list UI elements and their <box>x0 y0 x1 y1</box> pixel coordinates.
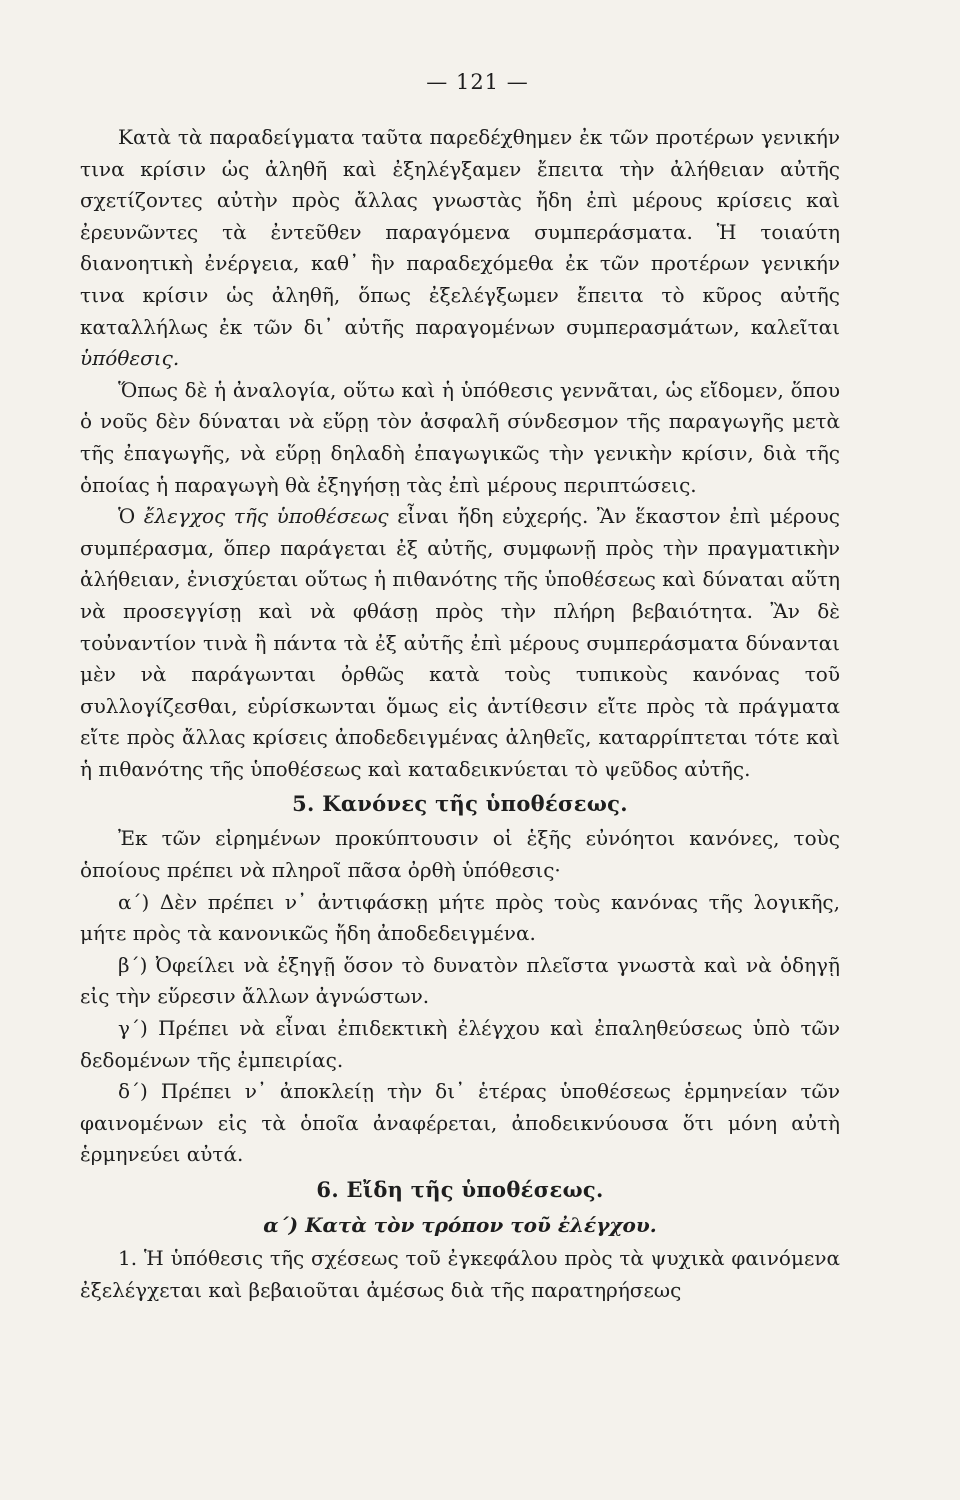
rule-c: γ΄) Πρέπει νὰ εἶναι ἐπιδεκτικὴ ἐλέγχου καὶ ἐπαληθεύσεως ὑπὸ τῶν δεδομένων τῆς ἐμπειρίας. <box>80 1016 840 1072</box>
term-hypothesis: ὑπόθεσις. <box>80 346 180 371</box>
paragraph-rules-intro: Ἐκ τῶν εἰρημένων προκύπτουσιν οἱ ἑξῆς εὐνόητοι κανόνες, τοὺς ὁποίους πρέπει νὰ πληροῖ πᾶσα ὀρθὴ ὑπόθεσις· <box>80 826 840 883</box>
subsection-heading-a: α΄) Κατὰ τὸν τρόπον τοῦ ἐλέγχου. <box>263 1213 657 1237</box>
page-number: — 121 — <box>426 70 529 94</box>
section-heading-5: 5. Κανόνες τῆς ὑποθέσεως. <box>292 791 628 817</box>
rule-b: β΄) Ὀφείλει νὰ ἐξηγῇ ὅσον τὸ δυνατὸν πλεῖστα γνωστὰ καὶ νὰ ὁδηγῇ εἰς τὴν εὕρεσιν ἄλλων ἀγνώστων. <box>80 952 840 1009</box>
section-heading-6: 6. Εἴδη τῆς ὑποθέσεως. <box>316 1177 604 1202</box>
paragraph-text: Κατὰ τὰ παραδείγματα ταῦτα παρεδέχθημεν ἐκ τῶν προτέρων γενικήν τινα κρίσιν ὡς ἀληθῆ καὶ ἐξηλέγξαμεν ἔπειτα τὴν ἀλήθειαν αὐτῆς σχετίζοντες αὐτὴν πρὸς ἄλλας γνωστὰς ἤδη ἐπὶ μέρους κρίσεις καὶ ἐρευνῶντες τὰ ἐντεῦθεν παραγόμενα συμπεράσματα. Ἡ τοιαύτη διανοητικὴ ἐνέργεια, καθ᾽ ἣν παραδεχόμεθα ἐκ τῶν προτέρων γενικήν τινα κρίσιν ὡς ἀληθῆ, ὅπως ἐξελέγξωμεν ἔπειτα τὸ κῦρος αὐτῆς καταλλήλως ἐκ τῶν δι᾽ αὐτῆς παραγομένων συμπερασμάτων, καλεῖται <box>80 125 840 339</box>
paragraph-hypothesis-definition <box>80 122 840 375</box>
paragraph-text: εἶναι ἤδη εὐχερής. Ἂν ἕκαστον ἐπὶ μέρους συμπέρασμα, ὅπερ παράγεται ἐξ αὐτῆς, συμφωνῇ πρὸς τὴν πραγματικὴν ἀλήθειαν, ἐνισχύεται οὕτως ἡ πιθανότης τῆς ὑποθέσεως καὶ δύναται αὕτη νὰ προσεγγίσῃ καὶ νὰ φθάσῃ πρὸς τὴν πλήρη βεβαιότητα. Ἂν δὲ τοὐναντίον τινὰ ἢ πάντα τὰ ἐξ αὐτῆς ἐπὶ μέρους συμπεράσματα δύνανται μὲν νὰ παράγωνται ὀρθῶς κατὰ τοὺς τυπικοὺς κανόνας τοῦ συλλογίζεσθαι, εὑρίσκωνται ὅμως εἰς ἀντίθεσιν εἴτε πρὸς τὰ πράγματα εἴτε πρὸς ἄλλας κρίσεις ἀποδεδειγμένας ἀληθεῖς, καταρρίπτεται τότε καὶ ἡ πιθανότης τῆς ὑποθέσεως καὶ καταδεικνύεται τὸ ψεῦδος αὐτῆς. <box>80 504 841 781</box>
rule-d: δ΄) Πρέπει ν᾽ ἀποκλείῃ τὴν δι᾽ ἑτέρας ὑποθέσεως ἑρμηνείαν τῶν φαινομένων εἰς τὰ ὁποῖα ἀναφέρεται, ἀποδεικνύουσα ὅτι μόνη αὐτὴ ἑρμηνεύει αὐτά. <box>80 1079 840 1167</box>
paragraph-start: Ὁ <box>118 504 136 529</box>
paragraph-example-1: 1. Ἡ ὑπόθεσις τῆς σχέσεως τοῦ ἐγκεφάλου πρὸς τὰ ψυχικὰ φαινόμενα ἐξελέγχεται καὶ βεβαιοῦται ἀμέσως διὰ τῆς παρατηρήσεως <box>80 1246 840 1302</box>
paragraph-hypothesis-testing <box>80 501 840 785</box>
term-testing: ἔλεγχος τῆς ὑποθέσεως <box>143 504 389 529</box>
rule-a: α΄) Δὲν πρέπει ν᾽ ἀντιφάσκῃ μήτε πρὸς τοὺς κανόνας τῆς λογικῆς, μήτε πρὸς τὰ κανονικῶς ἤδη ἀποδεδειγμένα. <box>80 889 840 946</box>
page-body <box>80 122 840 1306</box>
paragraph-hypothesis-origin: Ὅπως δὲ ἡ ἀναλογία, οὕτω καὶ ἡ ὑπόθεσις γεννᾶται, ὡς εἴδομεν, ὅπου ὁ νοῦς δὲν δύναται νὰ εὕρῃ τὸν ἀσφαλῆ σύνδεσμον τῆς παραγωγῆς μετὰ τῆς ἐπαγωγῆς, νὰ εὕρῃ δηλαδὴ ἐπαγωγικῶς τὴν γενικὴν κρίσιν, διὰ τῆς ὁποίας ἡ παραγωγὴ θὰ ἐξηγήσῃ τὰς ἐπὶ μέρους περιπτώσεις. <box>80 377 840 497</box>
